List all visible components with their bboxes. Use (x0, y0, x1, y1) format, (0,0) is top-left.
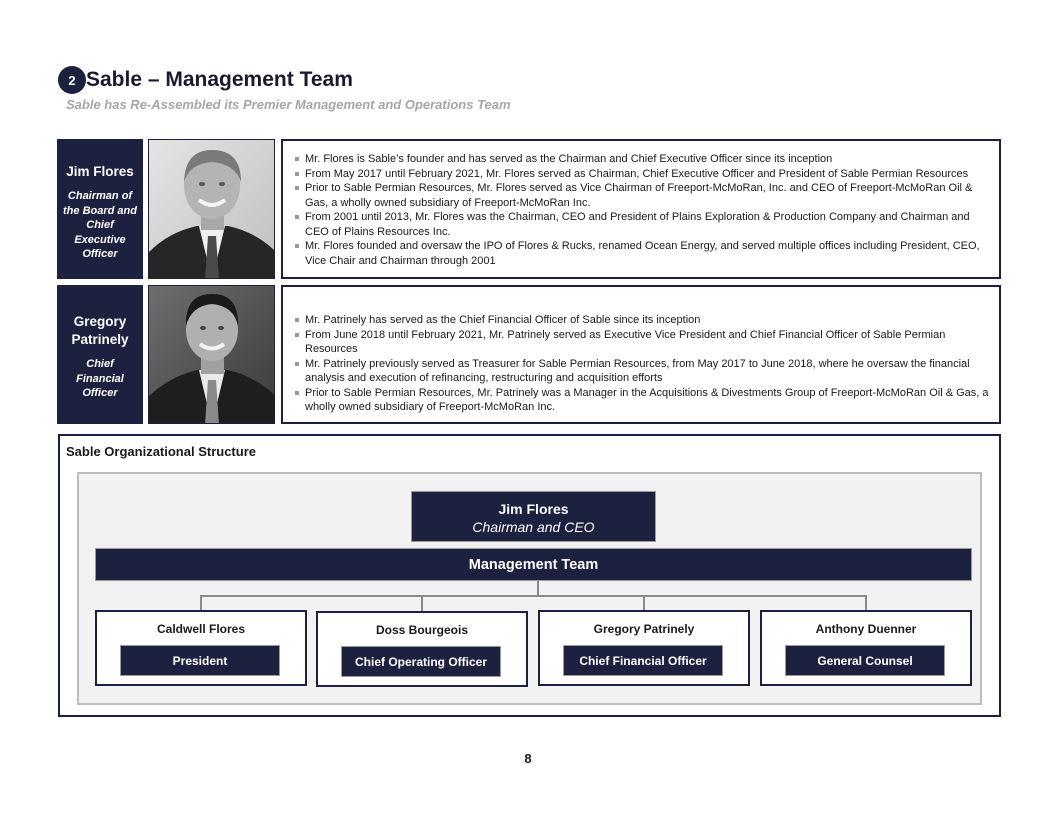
org-structure-title: Sable Organizational Structure (66, 444, 256, 459)
org-member-name: Caldwell Flores (156, 622, 246, 636)
org-connector (643, 595, 645, 611)
exec-name-panel-patrinely (57, 285, 143, 424)
portrait-image (149, 140, 275, 279)
bio-bullet: From May 2017 until February 2021, Mr. Flores served as Chairman, Chief Executive Officer and President of Sable Permian Resources (295, 167, 989, 182)
page-subtitle: Sable has Re-Assembled its Premier Management and Operations Team (66, 97, 511, 112)
exec-name-panel-flores (57, 139, 143, 279)
exec-bio-patrinely (281, 285, 1001, 424)
section-number-badge: 2 (58, 66, 86, 94)
org-connector (421, 595, 423, 611)
org-ceo-box (411, 491, 656, 542)
org-member-role: Chief Operating Officer (341, 646, 501, 677)
exec-photo-patrinely (148, 285, 275, 424)
bio-bullet: From 2001 until 2013, Mr. Flores was the Chairman, CEO and President of Plains Exploration & Production Company and Chairman and CEO of Plains Resources Inc. (295, 210, 989, 239)
org-member-name: Anthony Duenner (815, 622, 917, 636)
page-title: Sable – Management Team (86, 68, 353, 91)
bio-bullet: Mr. Patrinely has served as the Chief Financial Officer of Sable since its inception (295, 313, 989, 328)
org-ceo-role: Chairman and CEO (472, 519, 595, 535)
exec-bio-flores (281, 139, 1001, 279)
org-member-name: Doss Bourgeois (375, 623, 468, 637)
bio-bullet: Mr. Patrinely previously served as Treasurer for Sable Permian Resources, from May 2017 to June 2018, where he oversaw the financial analysis and execution of refinancing, restructuring and acquisition efforts (295, 357, 989, 386)
bio-bullet: From June 2018 until February 2021, Mr. Patrinely served as Executive Vice President and Chief Financial Officer of Sable Permian Resources (295, 328, 989, 357)
org-connector (537, 581, 539, 596)
bio-bullet: Mr. Flores founded and oversaw the IPO of Flores & Rucks, renamed Ocean Energy, and served multiple offices including President, CEO, Vice Chair and Chairman through 2001 (295, 239, 989, 268)
org-connector (865, 595, 867, 611)
bio-bullet: Mr. Flores is Sable’s founder and has served as the Chairman and Chief Executive Officer since its inception (295, 152, 989, 167)
management-team-bar: Management Team (95, 548, 972, 581)
org-member-role: General Counsel (785, 645, 945, 676)
org-member-name: Gregory Patrinely (593, 622, 695, 636)
page-number: 8 (524, 751, 532, 766)
org-member-card (316, 611, 528, 687)
exec-photo-flores (148, 139, 275, 279)
org-member-role: President (120, 645, 280, 676)
org-member-card (95, 610, 307, 686)
org-member-role: Chief Financial Officer (563, 645, 723, 676)
exec-name: Gregory Patrinely (71, 314, 129, 347)
portrait-image (149, 286, 275, 424)
org-member-card (538, 610, 750, 686)
exec-role: Chief Financial Officer (76, 358, 124, 399)
org-member-card (760, 610, 972, 686)
bio-bullet: Prior to Sable Permian Resources, Mr. Patrinely was a Manager in the Acquisitions & Divestments Group of Freeport-McMoRan Oil & Gas, a wholly owned subsidiary of Freeport-McMoRan Inc. (295, 386, 989, 415)
bio-bullet: Prior to Sable Permian Resources, Mr. Flores served as Vice Chairman of Freeport-McMoRan, Inc. and CEO of Freeport-McMoRan Oil & Gas, a wholly owned subsidiary of Freeport-McMoRan Inc. (295, 181, 989, 210)
exec-name: Jim Flores (66, 164, 134, 179)
org-connector (200, 595, 202, 611)
org-ceo-name: Jim Flores (498, 501, 569, 517)
org-connector (200, 595, 867, 597)
exec-role: Chairman of the Board and Chief Executive Officer (63, 190, 137, 260)
